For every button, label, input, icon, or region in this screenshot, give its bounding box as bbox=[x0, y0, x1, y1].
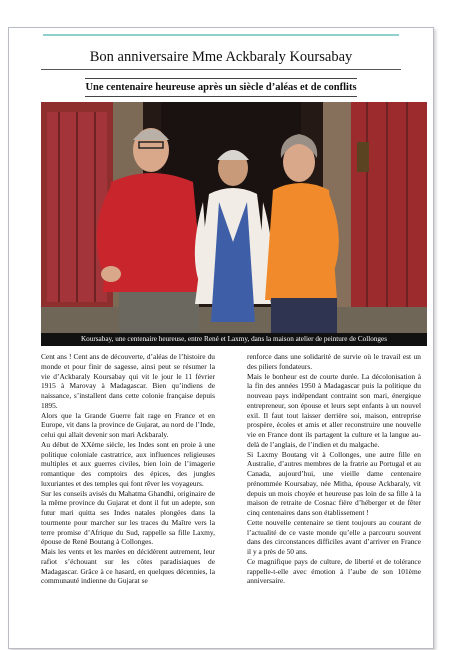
paragraph: Au début de XXème siècle, les Indes sont en proie à une politique coloniale castratrice, aux influences religieuses multiples et aux guerres civiles, bien loin de l’imagerie romantique des comptoirs des épices, des jungles luxuriantes et des temples qui font rêver les voyageurs. bbox=[41, 439, 215, 488]
paragraph: Si Laxmy Boutang vit à Collonges, une autre fille en Australie, d’autres membres de la fratrie au Portugal et au Canada, aujourd’hui, une vieille dame centenaire prénommée Koursabay, née Mitha, épouse Ackbaraly, vit depuis un mois choyée et heureuse pas loin de sa fille à la maison de retraite de Cosnac fière d’héberger et de fêter cinq centenaires dans son établissement ! bbox=[247, 449, 421, 517]
article-column-right bbox=[247, 352, 421, 586]
article-subtitle: Une centenaire heureuse après un siècle d’aléas et de conflits bbox=[85, 78, 357, 97]
title-divider bbox=[41, 69, 401, 70]
paragraph: Sur les conseils avisés du Mahatma Ghandhi, originaire de la même province du Gujarat et dont il fut un adepte, son futur mari quitta ses Indes natales plongées dans la tourmente pour marcher sur les traces du Maître vers la terre promise d’Afrique du Sud, rappelle sa fille Laxmy, épouse de René Boutang à Collonges. bbox=[41, 488, 215, 547]
paragraph: Mais les vents et les marées en décidèrent autrement, leur rafiot s’échouant sur les côtes paradisiaques de Madagascar. Grâce à ce hasard, en quelques décennies, la communauté indienne du Gujarat se bbox=[41, 547, 215, 586]
photo-illustration bbox=[41, 102, 427, 334]
paragraph: Cette nouvelle centenaire se tient toujours au courant de l’actualité de ce vaste monde qu’elle a parcouru souvent dans des circonstances difficiles avant d’arriver en France il y a près de 50 ans. bbox=[247, 517, 421, 556]
paragraph: renforce dans une solidarité de survie où le travail est un des piliers fondateurs. bbox=[247, 352, 421, 371]
paragraph: Cent ans ! Cent ans de découverte, d’aléas de l’histoire du monde et pour finir de sagesse, ainsi peut se résumer la vie d’Ackbaraly Koursabay qui vit le jour le 11 février 1915 à Marovay à Madagascar. Bien qu’indiens de naissance, s’installent dans cette colonie française depuis 1895. bbox=[41, 352, 215, 410]
photo-caption: Koursabay, une centenaire heureuse, entre René et Laxmy, dans la maison atelier de peinture de Collonges bbox=[41, 333, 427, 346]
paragraph: Ce magnifique pays de culture, de liberté et de tolérance rappelle-t-elle avec émotion à l’aube de son 101ème anniversaire. bbox=[247, 556, 421, 586]
paragraph: Alors que la Grande Guerre fait rage en France et en Europe, vit dans la province de Gujarat, au nord de l’Inde, celui qui allait devenir son mari Ackbaraly. bbox=[41, 410, 215, 439]
article-photo bbox=[41, 102, 427, 334]
article-column-left bbox=[41, 352, 215, 586]
article-page bbox=[8, 27, 434, 649]
accent-bar bbox=[43, 34, 399, 36]
article-title: Bon anniversaire Mme Ackbaraly Koursabay bbox=[89, 49, 353, 65]
paragraph: Mais le bonheur est de courte durée. La décolonisation à la fin des années 1950 à Madagascar puis la politique du nouveau pays indépendant contraint son mari, énergique entrepreneur, son épouse et leurs sept enfants à un nouvel exil. Il faut tout laisser derrière soi, maison, entreprise prospère, écoles et amis et aller reconstruire une nouvelle vie en France dont ils partagent la culture et la langue au-delà de l’anglais, de l’indien et du malgache. bbox=[247, 371, 421, 449]
